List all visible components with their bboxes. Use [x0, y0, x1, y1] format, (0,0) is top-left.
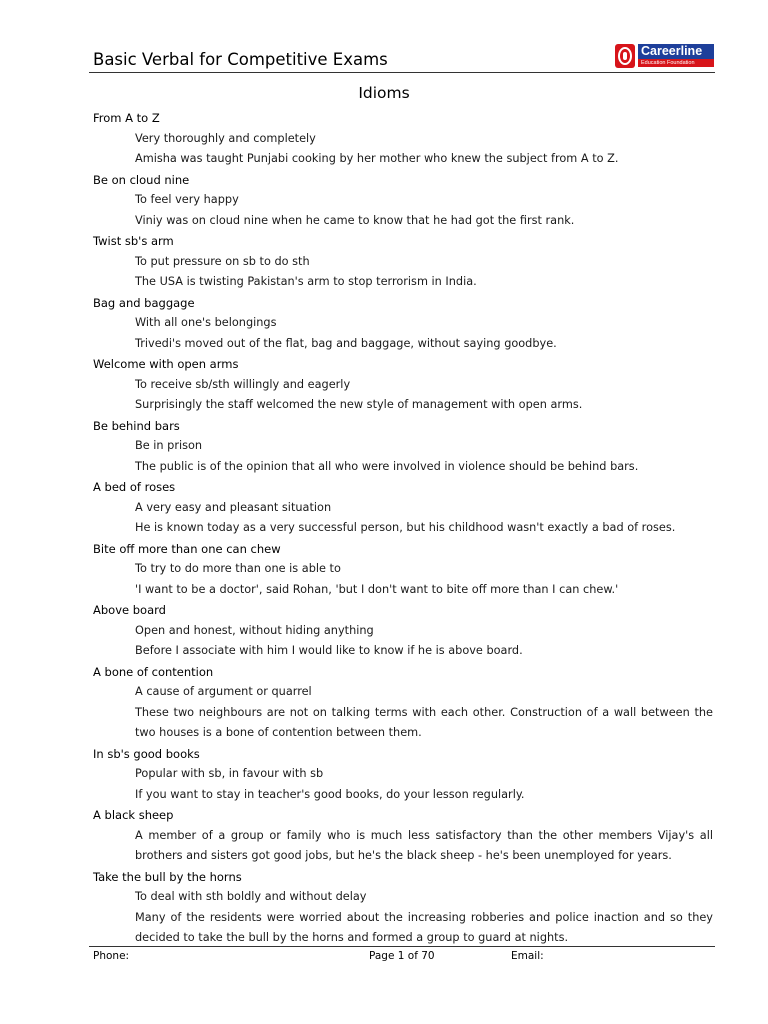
- idiom-example: A member of a group or family who is much less satisfactory than the other members Vijay's all brothers and sisters got good jobs, but he's the black sheep - he's been unemployed for years.: [135, 828, 713, 862]
- logo-name: Careerline: [638, 44, 714, 59]
- idiom-entry: [93, 170, 713, 232]
- idiom-meaning: To put pressure on sb to do sth: [135, 254, 310, 268]
- idiom-heading: Bag and baggage: [93, 295, 195, 310]
- idiom-entry: [93, 805, 713, 867]
- idiom-entry: [93, 416, 713, 478]
- footer-email-label: Email:: [511, 950, 544, 962]
- idiom-meaning: A very easy and pleasant situation: [135, 500, 332, 514]
- idiom-meaning: To feel very happy: [135, 193, 239, 206]
- idiom-example: Viniy was on cloud nine when he came to know that he had got the first rank.: [135, 213, 575, 227]
- footer-phone-label: Phone:: [93, 950, 130, 962]
- header-title: Basic Verbal for Competitive Exams: [93, 50, 388, 69]
- idiom-example: These two neighbours are not on talking terms with each other. Construction of a wall between the two houses is a bone of contention between them.: [135, 705, 713, 739]
- idiom-entry: [93, 231, 713, 293]
- idiom-heading: Twist sb's arm: [93, 234, 174, 248]
- idiom-heading: From A to Z: [93, 111, 160, 125]
- idiom-entry: [93, 539, 713, 601]
- idiom-heading: Be behind bars: [93, 418, 180, 433]
- logo-subtitle: Education Foundation: [638, 59, 714, 67]
- page-title: Idioms: [358, 84, 410, 102]
- idiom-meaning: With all one's belongings: [135, 316, 277, 329]
- idiom-heading: Take the bull by the horns: [93, 869, 242, 884]
- idiom-heading: Welcome with open arms: [93, 357, 239, 371]
- idiom-meaning: Open and honest, without hiding anything: [135, 623, 374, 637]
- idiom-example: The USA is twisting Pakistan's arm to stop terrorism in India.: [135, 275, 477, 288]
- idiom-example: 'I want to be a doctor', said Rohan, 'but I don't want to bite off more than I can chew.': [135, 582, 619, 596]
- logo-text: [638, 44, 714, 67]
- idiom-meaning: To try to do more than one is able to: [135, 562, 341, 575]
- idiom-heading: In sb's good books: [93, 746, 200, 761]
- idiom-entry: [93, 867, 713, 949]
- idiom-example: Many of the residents were worried about the increasing robberies and police inaction and so they decided to take the bull by the horns and formed a group to guard at nights.: [135, 910, 713, 944]
- idiom-meaning: To receive sb/sth willingly and eagerly: [135, 377, 351, 391]
- idiom-meaning: To deal with sth boldly and without delay: [135, 890, 367, 903]
- idiom-heading: Be on cloud nine: [93, 172, 190, 187]
- idiom-entry: [93, 477, 713, 539]
- idiom-entry: [93, 662, 713, 744]
- logo-emblem-icon: [615, 44, 635, 68]
- idiom-list: [93, 108, 713, 949]
- idiom-heading: A bone of contention: [93, 664, 214, 679]
- idiom-example: Amisha was taught Punjabi cooking by her mother who knew the subject from A to Z.: [135, 152, 619, 165]
- idiom-entry: [93, 108, 713, 170]
- footer-divider: [89, 946, 715, 947]
- page-footer: [93, 950, 715, 966]
- footer-page-number: Page 1 of 70: [369, 950, 435, 962]
- idiom-entry: [93, 354, 713, 416]
- idiom-heading: A bed of roses: [93, 480, 176, 494]
- idiom-heading: Above board: [93, 603, 166, 617]
- idiom-meaning: A cause of argument or quarrel: [135, 685, 312, 698]
- idiom-example: Surprisingly the staff welcomed the new style of management with open arms.: [135, 398, 583, 411]
- idiom-heading: A black sheep: [93, 808, 174, 822]
- idiom-meaning: Very thoroughly and completely: [135, 131, 316, 145]
- idiom-entry: [93, 600, 713, 662]
- idiom-example: Trivedi's moved out of the flat, bag and baggage, without saying goodbye.: [135, 336, 557, 350]
- idiom-example: If you want to stay in teacher's good books, do your lesson regularly.: [135, 787, 525, 801]
- careerline-logo: [615, 44, 715, 70]
- idiom-example: He is known today as a very successful person, but his childhood wasn't exactly a bad of roses.: [135, 521, 676, 534]
- idiom-meaning: Be in prison: [135, 439, 203, 452]
- idiom-example: Before I associate with him I would like to know if he is above board.: [135, 644, 523, 657]
- header-divider: [89, 72, 715, 73]
- idiom-entry: [93, 744, 713, 806]
- idiom-entry: [93, 293, 713, 355]
- page-header: [93, 44, 715, 72]
- idiom-example: The public is of the opinion that all who were involved in violence should be behind bars.: [135, 459, 639, 473]
- idiom-meaning: Popular with sb, in favour with sb: [135, 767, 324, 780]
- idiom-heading: Bite off more than one can chew: [93, 541, 281, 556]
